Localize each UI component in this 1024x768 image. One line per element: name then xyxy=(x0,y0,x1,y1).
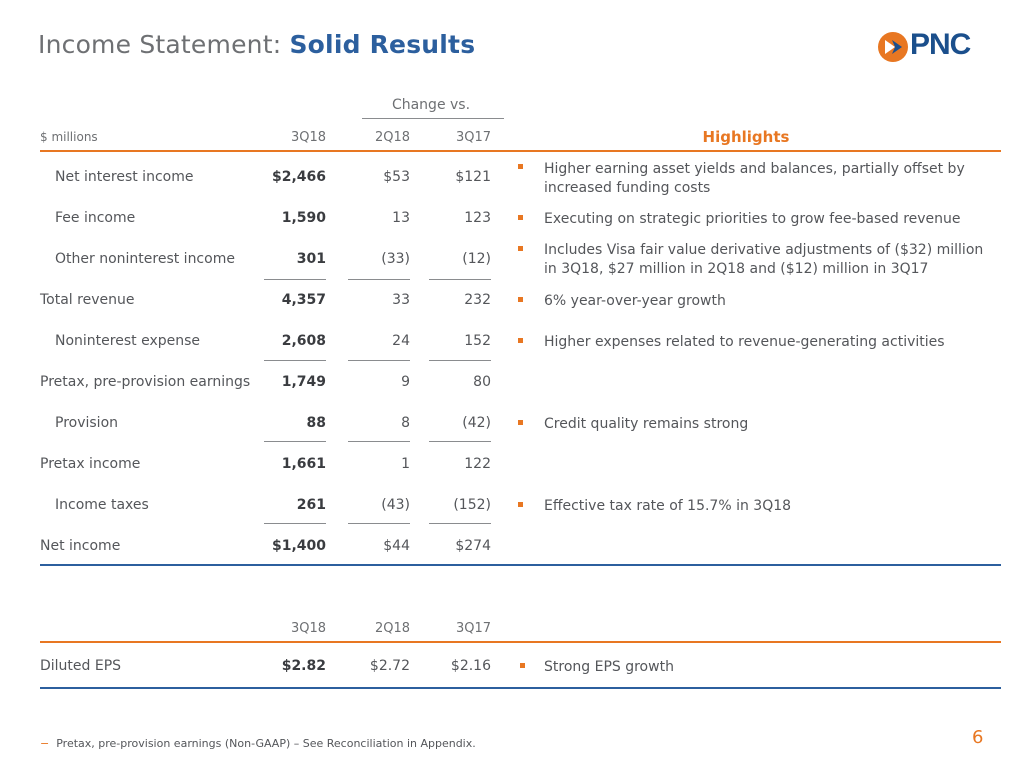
page-number: 6 xyxy=(972,727,984,748)
highlight-text: Credit quality remains strong xyxy=(544,416,749,432)
value-3q17: (12) xyxy=(462,251,491,267)
eps-col-header-2q18: 2Q18 xyxy=(374,621,410,636)
highlight-text: 6% year-over-year growth xyxy=(544,293,726,309)
row-label: Pretax, pre-provision earnings xyxy=(40,374,251,390)
title-light: Income Statement: xyxy=(38,30,290,59)
change-vs-underline xyxy=(362,118,504,119)
page-title xyxy=(38,30,475,59)
value-3q18: 4,357 xyxy=(281,292,326,308)
value-2q18: 33 xyxy=(392,292,410,308)
row-label: Income taxes xyxy=(55,497,149,513)
bullet-icon xyxy=(518,297,523,302)
subtotal-rule xyxy=(264,441,326,442)
value-3q18: $2,466 xyxy=(271,169,326,185)
col-header-3q18: 3Q18 xyxy=(290,130,326,145)
bullet-icon xyxy=(518,502,523,507)
subtotal-rule xyxy=(264,279,326,280)
value-3q17: $274 xyxy=(455,538,491,554)
row-label: Provision xyxy=(55,415,119,431)
value-3q18: 2,608 xyxy=(281,333,326,349)
value-3q17: (152) xyxy=(453,497,491,513)
subtotal-rule xyxy=(429,279,491,280)
subtotal-rule xyxy=(348,279,410,280)
row-label: Net income xyxy=(40,538,121,554)
value-2q18: (33) xyxy=(381,251,410,267)
row-label: Fee income xyxy=(55,210,136,226)
header-rule xyxy=(40,150,1001,152)
highlights-header: Highlights xyxy=(702,128,790,146)
value-3q17: (42) xyxy=(462,415,491,431)
highlight-text: Executing on strategic priorities to grow fee-based revenue xyxy=(544,211,961,227)
row-label: Other noninterest income xyxy=(55,251,235,267)
table-row xyxy=(0,456,1024,476)
footnote-dash: − xyxy=(40,737,50,750)
row-label: Pretax income xyxy=(40,456,141,472)
row-label: Noninterest expense xyxy=(55,333,201,349)
table-row xyxy=(0,242,1024,277)
bullet-icon xyxy=(518,338,523,343)
highlight-text: Higher expenses related to revenue-generating activities xyxy=(544,334,945,350)
bullet-icon xyxy=(518,215,523,220)
value-3q17: 122 xyxy=(464,456,491,472)
value-2q18: 9 xyxy=(401,374,410,390)
bullet-icon xyxy=(518,164,523,169)
col-header-3q17: 3Q17 xyxy=(455,130,491,145)
eps-value-2q18: $2.72 xyxy=(369,658,410,674)
eps-value-3q18: $2.82 xyxy=(281,658,326,674)
row-label: Net interest income xyxy=(55,169,194,185)
value-3q18: $1,400 xyxy=(271,538,326,554)
highlight-text: Effective tax rate of 15.7% in 3Q18 xyxy=(544,498,792,514)
subtotal-rule xyxy=(348,523,410,524)
value-3q18: 261 xyxy=(296,497,326,513)
table-row xyxy=(0,374,1024,394)
table-row xyxy=(0,210,1024,230)
pnc-mark-icon xyxy=(876,30,910,64)
table-row xyxy=(0,538,1024,558)
change-vs-label: Change vs. xyxy=(391,97,471,113)
col-header-2q18: 2Q18 xyxy=(374,130,410,145)
value-3q17: 232 xyxy=(464,292,491,308)
table-bottom-rule xyxy=(40,564,1001,566)
value-2q18: 8 xyxy=(401,415,410,431)
table-row xyxy=(0,161,1024,196)
value-2q18: $53 xyxy=(383,169,410,185)
table-row xyxy=(0,497,1024,517)
value-3q17: 123 xyxy=(464,210,491,226)
value-3q18: 1,661 xyxy=(281,456,326,472)
bullet-icon xyxy=(518,246,523,251)
value-3q18: 1,749 xyxy=(281,374,326,390)
footnote xyxy=(40,737,476,750)
footnote-text: Pretax, pre-provision earnings (Non-GAAP) – See Reconciliation in Appendix. xyxy=(56,737,476,750)
highlight-text: Includes Visa fair value derivative adjustments of ($32) million in 3Q18, $27 million in 2Q18 and ($12) million in 3Q17 xyxy=(544,242,984,277)
value-2q18: $44 xyxy=(383,538,410,554)
eps-highlight-text: Strong EPS growth xyxy=(544,659,674,675)
value-2q18: 1 xyxy=(401,456,410,472)
table-row xyxy=(0,292,1024,312)
subtotal-rule xyxy=(429,360,491,361)
value-3q17: 152 xyxy=(464,333,491,349)
value-2q18: 24 xyxy=(392,333,410,349)
row-label: Total revenue xyxy=(40,292,135,308)
eps-label: Diluted EPS xyxy=(40,658,122,674)
table-row xyxy=(0,333,1024,353)
bullet-icon xyxy=(520,663,525,668)
value-3q18: 88 xyxy=(306,415,326,431)
value-3q18: 301 xyxy=(296,251,326,267)
subtotal-rule xyxy=(264,523,326,524)
value-3q18: 1,590 xyxy=(281,210,326,226)
eps-value-3q17: $2.16 xyxy=(450,658,491,674)
eps-bottom-rule xyxy=(40,687,1001,689)
title-bold: Solid Results xyxy=(289,30,476,59)
subtotal-rule xyxy=(429,441,491,442)
eps-row xyxy=(0,658,1024,678)
highlight-text: Higher earning asset yields and balances, partially offset by increased funding costs xyxy=(544,161,965,196)
table-row xyxy=(0,415,1024,435)
subtotal-rule xyxy=(348,441,410,442)
units-label: $ millions xyxy=(40,130,98,144)
subtotal-rule xyxy=(264,360,326,361)
eps-col-header-3q18: 3Q18 xyxy=(290,621,326,636)
subtotal-rule xyxy=(348,360,410,361)
subtotal-rule xyxy=(429,523,491,524)
value-3q17: $121 xyxy=(455,169,491,185)
value-2q18: (43) xyxy=(381,497,410,513)
value-2q18: 13 xyxy=(392,210,410,226)
eps-col-header-3q17: 3Q17 xyxy=(455,621,491,636)
logo-text: PNC xyxy=(910,28,971,61)
pnc-logo xyxy=(876,30,992,64)
eps-header-rule xyxy=(40,641,1001,643)
bullet-icon xyxy=(518,420,523,425)
value-3q17: 80 xyxy=(473,374,491,390)
